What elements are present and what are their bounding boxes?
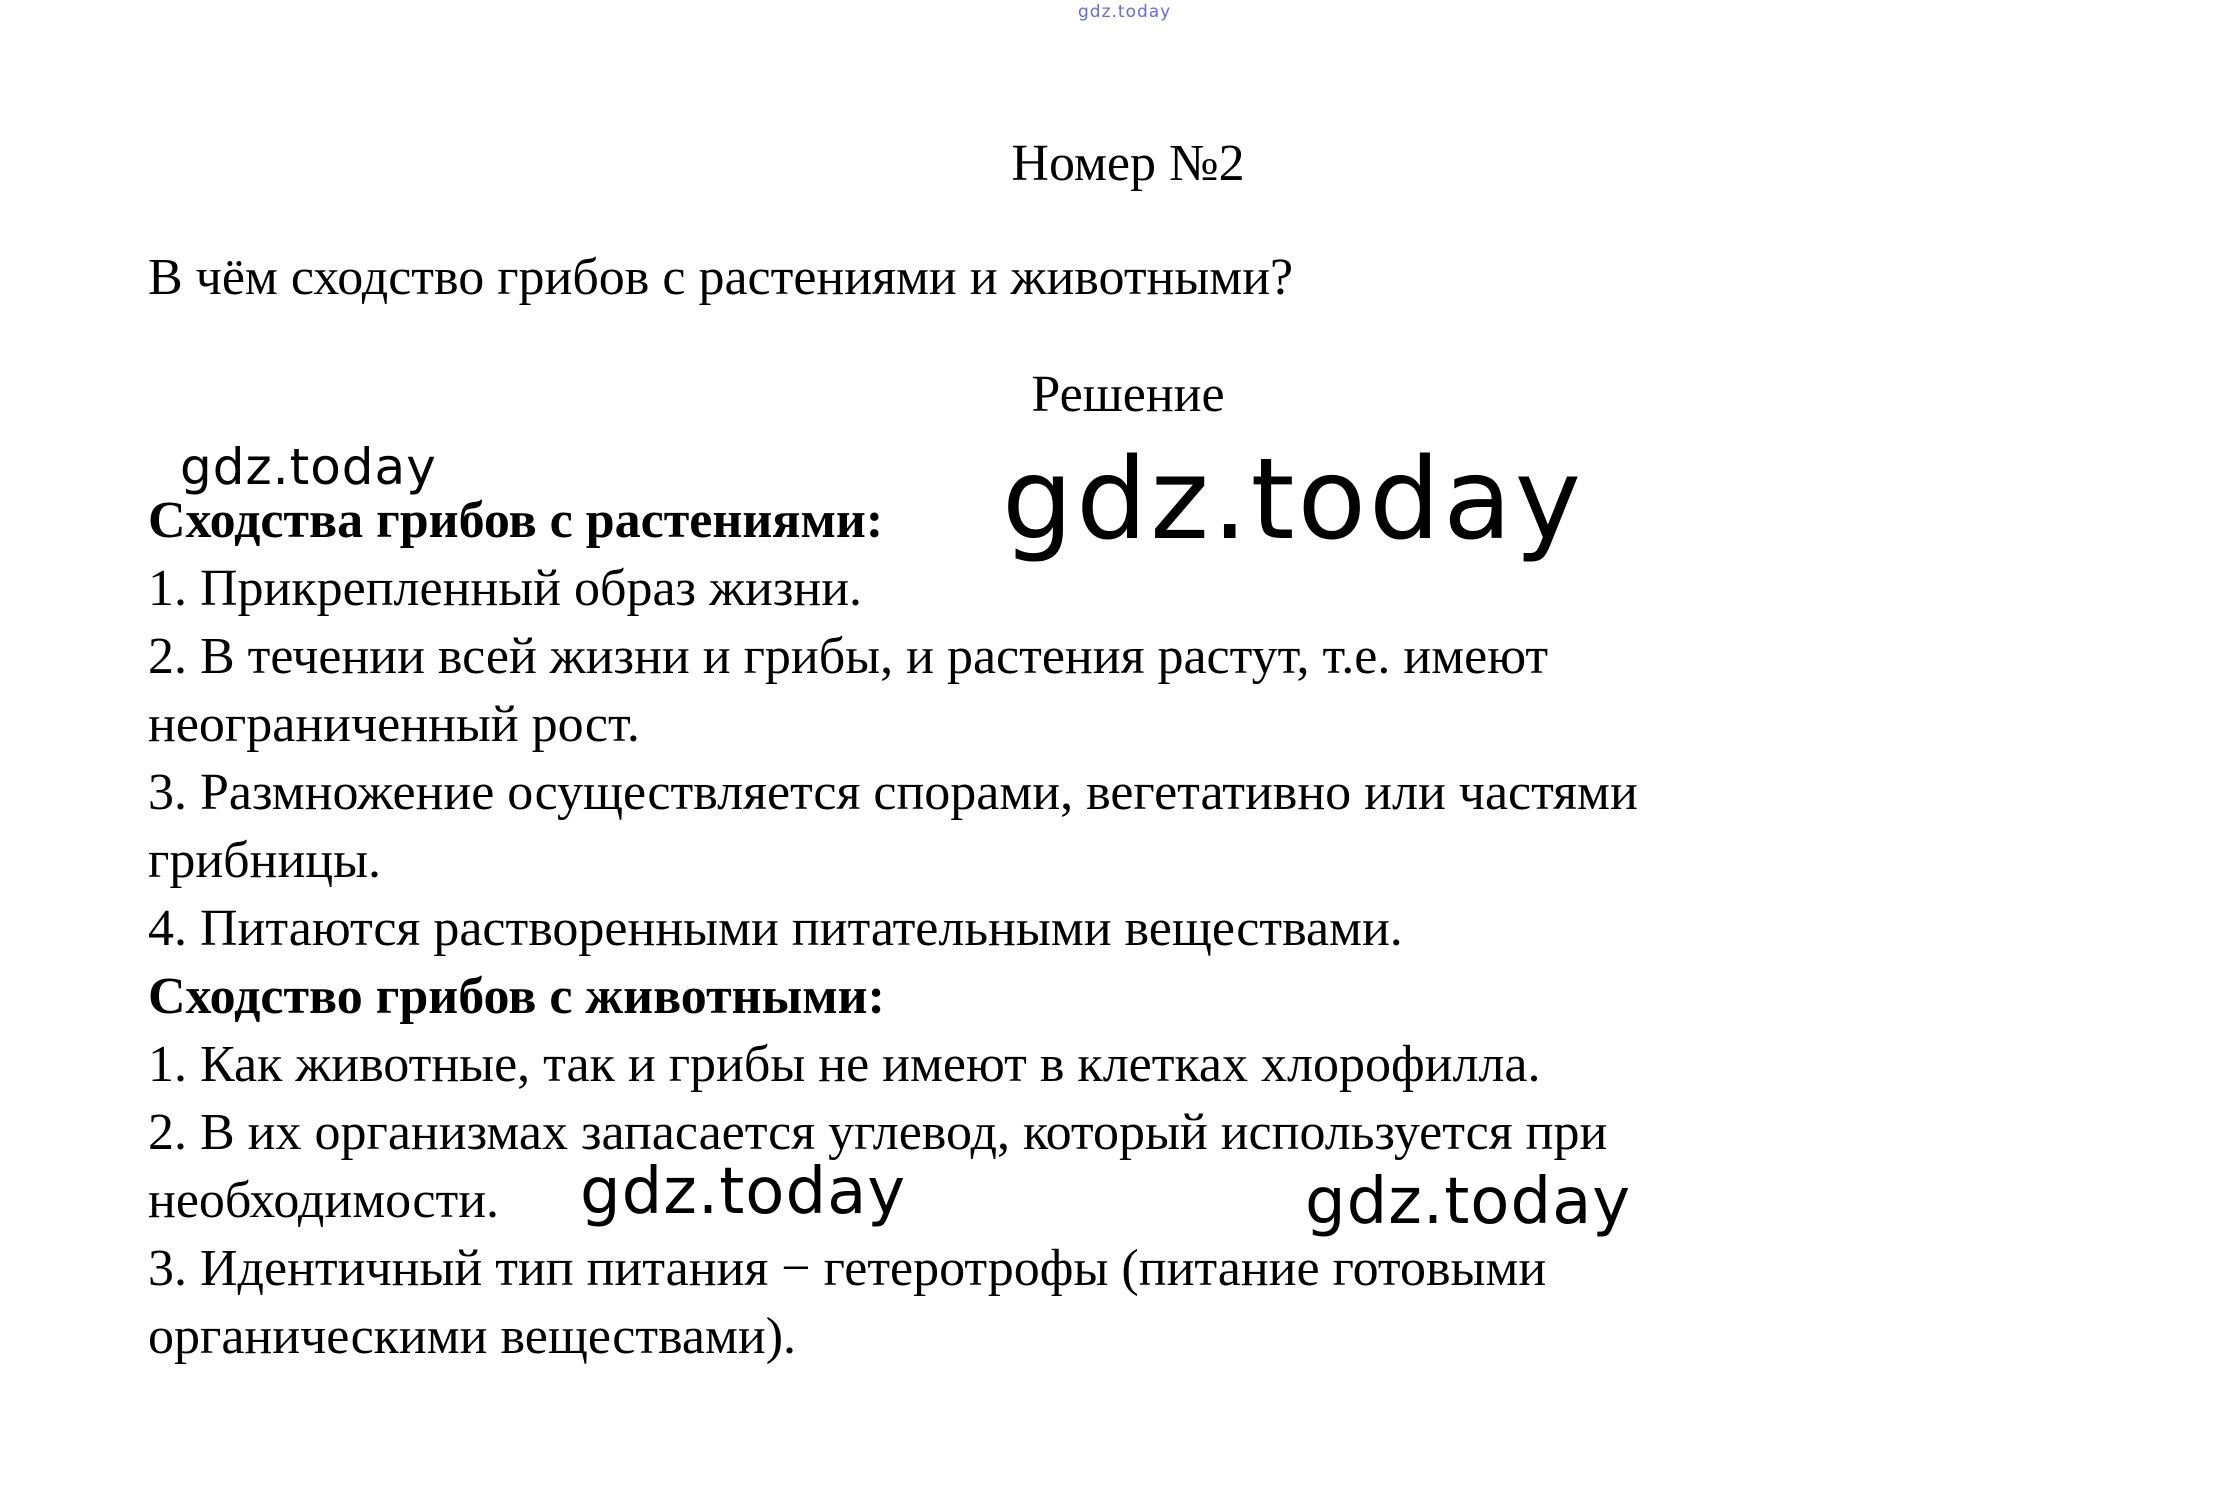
animals-line: 3. Идентичный тип питания − гетеротрофы (питание готовыми	[148, 1240, 1547, 1297]
animals-line: органическими веществами).	[148, 1308, 797, 1365]
plants-line: грибницы.	[148, 832, 382, 889]
page-title: Номер №2	[1011, 135, 1245, 192]
animals-line: 1. Как животные, так и грибы не имеют в клетках хлорофилла.	[148, 1036, 1541, 1093]
plants-line: 4. Питаются растворенными питательными веществами.	[148, 900, 1403, 957]
plants-line: неограниченный рост.	[148, 696, 640, 753]
animals-line: необходимости.	[148, 1172, 500, 1229]
plants-heading: Сходства грибов с растениями:	[148, 492, 884, 549]
plants-line: 2. В течении всей жизни и грибы, и растения растут, т.е. имеют	[148, 628, 1549, 685]
watermark-large: gdz.today	[1002, 435, 1585, 565]
plants-line: 3. Размножение осуществляется спорами, вегетативно или частями	[148, 764, 1638, 821]
animals-line: 2. В их организмах запасается углевод, который используется при	[148, 1104, 1608, 1161]
watermark-medium: gdz.today	[1305, 1165, 1632, 1239]
watermark-small: gdz.today	[180, 438, 437, 496]
watermark-top: gdz.today	[1078, 2, 1172, 22]
solution-content	[148, 487, 1948, 1371]
solution-label: Решение	[1031, 366, 1225, 423]
plants-line: 1. Прикрепленный образ жизни.	[148, 560, 863, 617]
watermark-medium: gdz.today	[580, 1155, 907, 1229]
question-text: В чём сходство грибов с растениями и животными?	[148, 249, 1294, 306]
animals-heading: Сходство грибов с животными:	[148, 968, 885, 1025]
